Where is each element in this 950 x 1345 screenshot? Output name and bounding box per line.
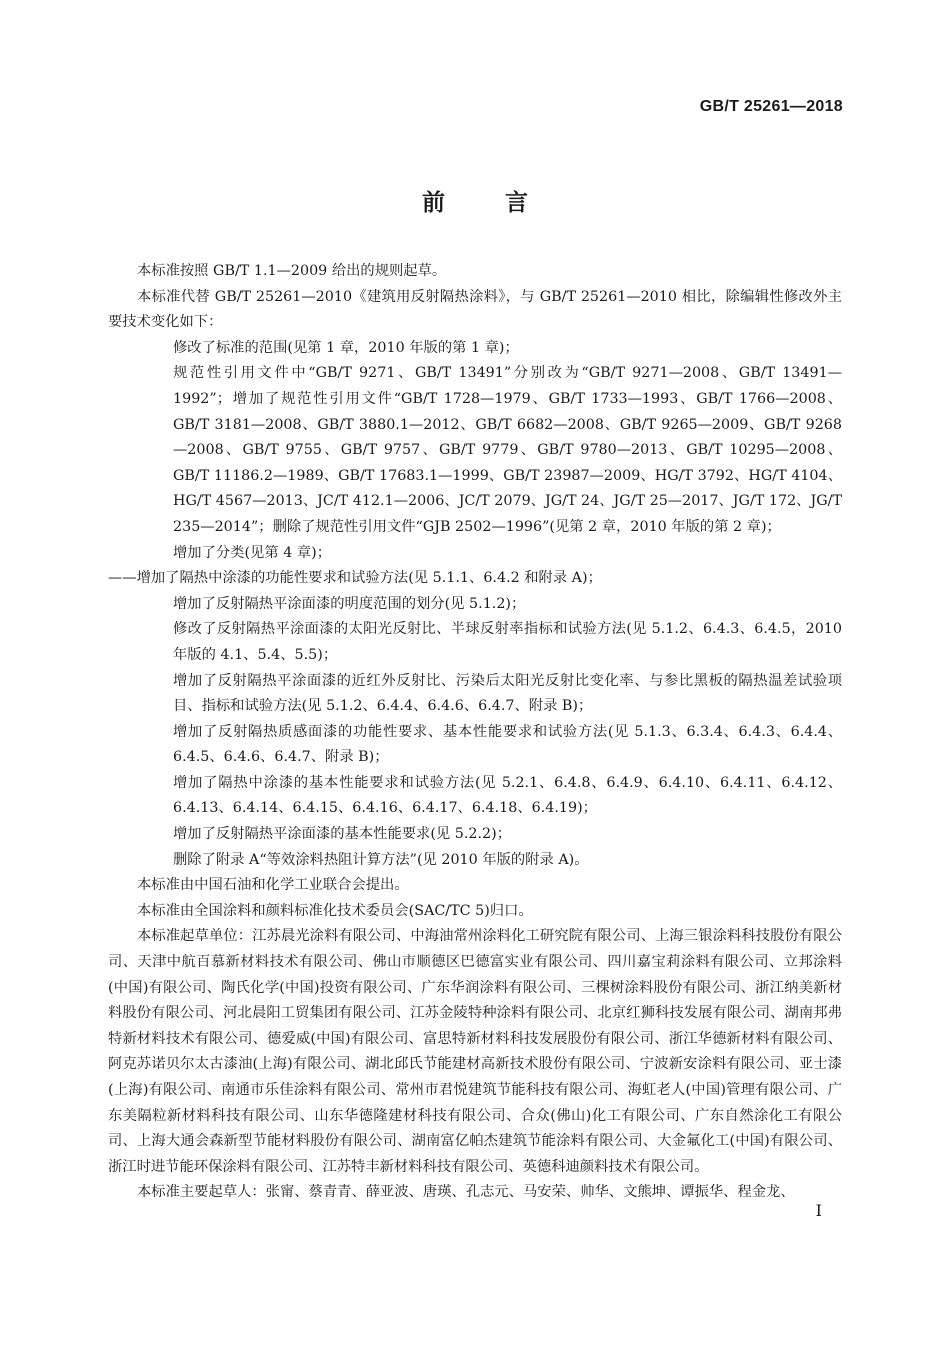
change-item-texture-topcoat: 增加了反射隔热质感面漆的功能性要求、基本性能要求和试验方法(见 5.1.3、6.3.4、6.4.3、6.4.4、6.4.5、6.4.6、6.4.7、附录 B)； — [173, 723, 842, 766]
paragraph-proposer: 本标准由中国石油和化学工业联合会提出。 — [137, 877, 409, 894]
change-item-midcoat-basic: 增加了隔热中涂漆的基本性能要求和试验方法(见 5.2.1、6.4.8、6.4.9、6.4.10、6.4.11、6.4.12、6.4.13、6.4.14、6.4.15、6.4.16、6.4.17、6.4.18、6.4.19)； — [173, 774, 842, 817]
change-item-topcoat-basic: 增加了反射隔热平涂面漆的基本性能要求(见 5.2.2)； — [173, 826, 512, 843]
change-item-annex-deleted: 删除了附录 A“等效涂料热阻计算方法”(见 2010 年版的附录 A)。 — [173, 851, 589, 868]
change-item-references: 规范性引用文件中“GB/T 9271、GB/T 13491”分别改为“GB/T 9271—2008、GB/T 13491—1992”；增加了规范性引用文件“GB/T 1728—1979、GB/T 1733—1993、GB/T 1766—2008、GB/T 3181—2008、GB/T 3880.1—2012、GB/T 6682—2008、GB/T 9265—2009、GB/T 9268—2008、GB/T 9755、GB/T 9757、GB/T 9779、GB/T 9780—2013、GB/T 10295—2008、GB/T 11186.2—1989、GB/T 17683.1—1999、GB/T 23987—2009、HG/T 3792、HG/T 4104、HG/T 4567—2013、JC/T 412.1—2006、JC/T 2079、JG/T 24、JG/T 25—2017、JG/T 172、JG/T 235—2014”；删除了规范性引用文件“GJB 2502—1996”(见第 2 章，2010 年版的第 2 章)； — [173, 365, 842, 535]
change-item-classification: 增加了分类(见第 4 章)； — [173, 544, 332, 561]
standard-code: GB/T 25261—2018 — [699, 98, 843, 115]
paragraph-drafting-rules: 本标准按照 GB/T 1.1—2009 给出的规则起草。 — [137, 263, 447, 279]
change-item-solar-reflectance: 修改了反射隔热平涂面漆的太阳光反射比、半球反射率指标和试验方法(见 5.1.2、6.4.3、6.4.5，2010 年版的 4.1、5.4、5.5)； — [173, 621, 842, 663]
change-item-midcoat-function: ——增加了隔热中涂漆的功能性要求和试验方法(见 5.1.1、6.4.2 和附录 A)； — [108, 570, 602, 587]
page-number: I — [815, 1201, 822, 1220]
foreword-body — [108, 259, 842, 1206]
paragraph-drafters: 本标准主要起草人：张甯、蔡青青、薛亚波、唐瑛、孔志元、马安荣、帅华、文熊坤、谭振华、程金龙、 — [137, 1184, 795, 1201]
page-title: 前言 — [422, 189, 588, 216]
paragraph-committee: 本标准由全国涂料和颜料标准化技术委员会(SAC/TC 5)归口。 — [137, 902, 533, 919]
paragraph-replacement: 本标准代替 GB/T 25261—2010《建筑用反射隔热涂料》，与 GB/T 25261—2010 相比，除编辑性修改外主要技术变化如下： — [108, 288, 842, 331]
change-item-lightness-range: 增加了反射隔热平涂面漆的明度范围的划分(见 5.1.2)； — [173, 595, 526, 612]
paragraph-drafting-units: 本标准起草单位：江苏晨光涂料有限公司、中海油常州涂料化工研究院有限公司、上海三银涂料科技股份有限公司、天津中航百慕新材料技术有限公司、佛山市顺德区巴德富实业有限公司、四川嘉宝莉涂料有限公司、立邦涂料(中国)有限公司、陶氏化学(中国)投资有限公司、广东华润涂料有限公司、三棵树涂料股份有限公司、浙江纳美新材料股份有限公司、河北晨阳工贸集团有限公司、江苏金陵特种涂料有限公司、北京红狮科技发展有限公司、湖南邦弗特新材料技术有限公司、德爱威(中国)有限公司、富思特新材料科技发展股份有限公司、浙江华德新材料有限公司、阿克苏诺贝尔太古漆油(上海)有限公司、湖北邱氏节能建材高新技术股份有限公司、宁波新安涂料有限公司、亚士漆(上海)有限公司、南通市乐佳涂料有限公司、常州市君悦建筑节能科技有限公司、海虹老人(中国)管理有限公司、广东美隔粒新材料科技有限公司、山东华德隆建材科技有限公司、合众(佛山)化工有限公司、广东自然涂化工有限公司、上海大通会森新型节能材料股份有限公司、湖南富亿帕杰建筑节能涂料有限公司、大金氟化工(中国)有限公司、浙江时进节能环保涂料有限公司、江苏特丰新材料科技有限公司、英德科迪颜料技术有限公司。 — [108, 928, 842, 1175]
change-item-scope: 修改了标准的范围(见第 1 章，2010 年版的第 1 章)； — [173, 339, 519, 356]
change-item-nir-reflectance: 增加了反射隔热平涂面漆的近红外反射比、污染后太阳光反射比变化率、与参比黑板的隔热温差试验项目、指标和试验方法(见 5.1.2、6.4.4、6.4.6、6.4.7、附录 B)； — [173, 672, 842, 715]
